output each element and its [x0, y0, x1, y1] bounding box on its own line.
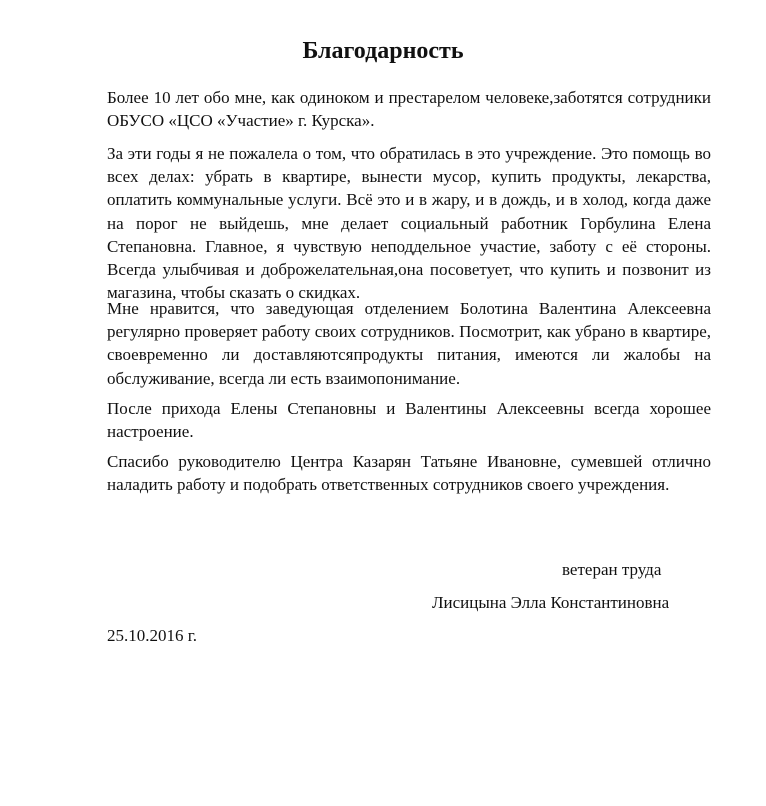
- letter-date: 25.10.2016 г.: [107, 626, 198, 645]
- paragraph-help: За эти годы я не пожалела о том, что обратилась в это учреждение. Это помощь во всех делах: убрать в квартире, вынести мусор, купить продукты, лекарства, оплатить коммунальные услуги. Всё это и в жару, и в дождь, и в холод, когда даже на порог не выйдешь, мне делает социальный работник Горбулина Елена Степановна. Главное, я чувствую неподдельное участие, заботу с её стороны. Всегда улыбчивая и доброжелательная,она посоветует, что купить и позвонит из магазина, чтобы сказать о скидках.: [107, 144, 711, 303]
- page-title: Благодарность: [302, 38, 464, 64]
- signature-rank: ветеран труда: [562, 560, 662, 579]
- paragraph-thanks: Спасибо руководителю Центра Казарян Татьяне Ивановне, сумевшей отлично наладить работу и подобрать ответственных сотрудников своего учреждения.: [107, 452, 711, 495]
- paragraph-intro: Более 10 лет обо мне, как одиноком и престарелом человеке,заботятся сотрудники ОБУСО «ЦСО «Участие» г. Курска».: [107, 88, 711, 131]
- signature-name: Лисицына Элла Константиновна: [432, 593, 670, 612]
- paragraph-manager: Мне нравится, что заведующая отделением Болотина Валентина Алексеевна регулярно проверяет работу своих сотрудников. Посмотрит, как убрано в квартире, своевременно ли доставляютсяпродукты питания, имеются ли жалобы на обслуживание, всегда ли есть взаимопонимание.: [107, 299, 711, 388]
- paragraph-mood: После прихода Елены Степановны и Валентины Алексеевны всегда хорошее настроение.: [107, 399, 711, 442]
